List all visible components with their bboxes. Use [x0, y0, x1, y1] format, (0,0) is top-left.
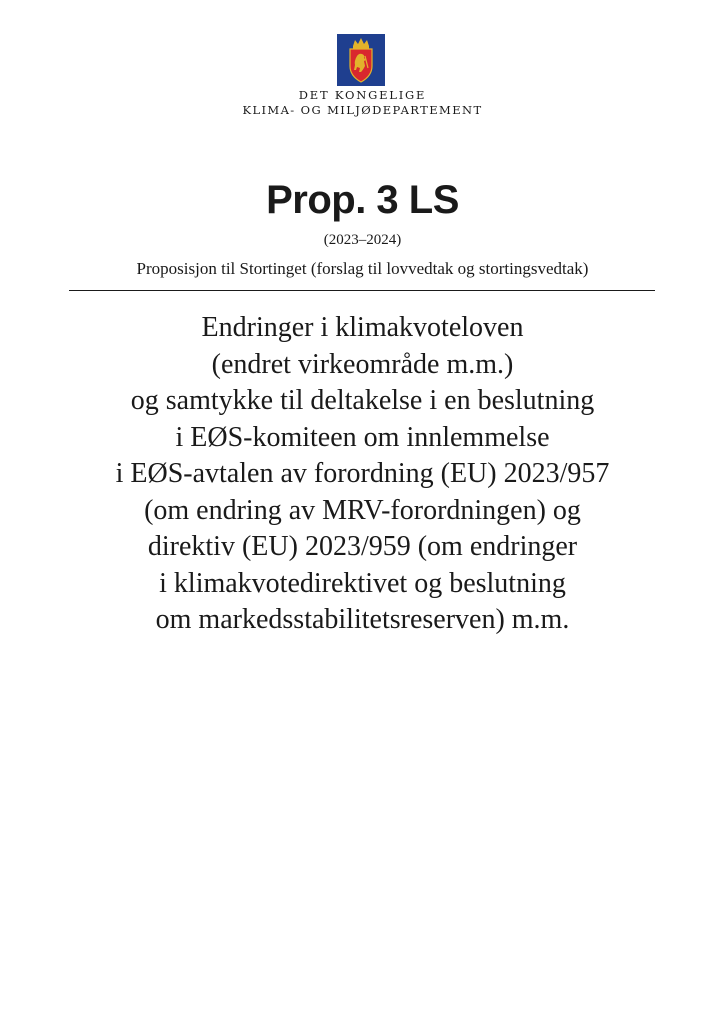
title-line: om markedsstabilitetsreserven) m.m.: [155, 604, 570, 635]
ministry-name-line1: DET KONGELIGE: [298, 88, 427, 102]
title-line: i EØS-komiteen om innlemmelse: [175, 421, 550, 453]
title-line: (endret virkeområde m.m.): [211, 348, 514, 380]
proposition-number: Prop. 3 LS: [266, 178, 459, 222]
title-line: i klimakvotedirektivet og beslutning: [159, 567, 566, 599]
proposition-type: Proposisjon til Stortinget (forslag til lovvedtak og stortingsvedtak): [136, 259, 589, 278]
title-line: direktiv (EU) 2023/959 (om endringer: [147, 531, 578, 562]
title-line: Endringer i klimakvoteloven: [201, 312, 524, 343]
title-line: og samtykke til deltakelse i en beslutning: [130, 385, 595, 416]
title-line: i EØS-avtalen av forordning (EU) 2023/957: [115, 458, 610, 489]
coat-of-arms-icon: [337, 34, 385, 86]
document-title: [40, 310, 685, 639]
session-years: (2023–2024): [323, 232, 402, 248]
title-line: (om endring av MRV-forordningen) og: [144, 494, 581, 526]
ministry-name-line2: KLIMA- OG MILJØDEPARTEMENT: [242, 103, 483, 117]
divider: [69, 290, 655, 291]
